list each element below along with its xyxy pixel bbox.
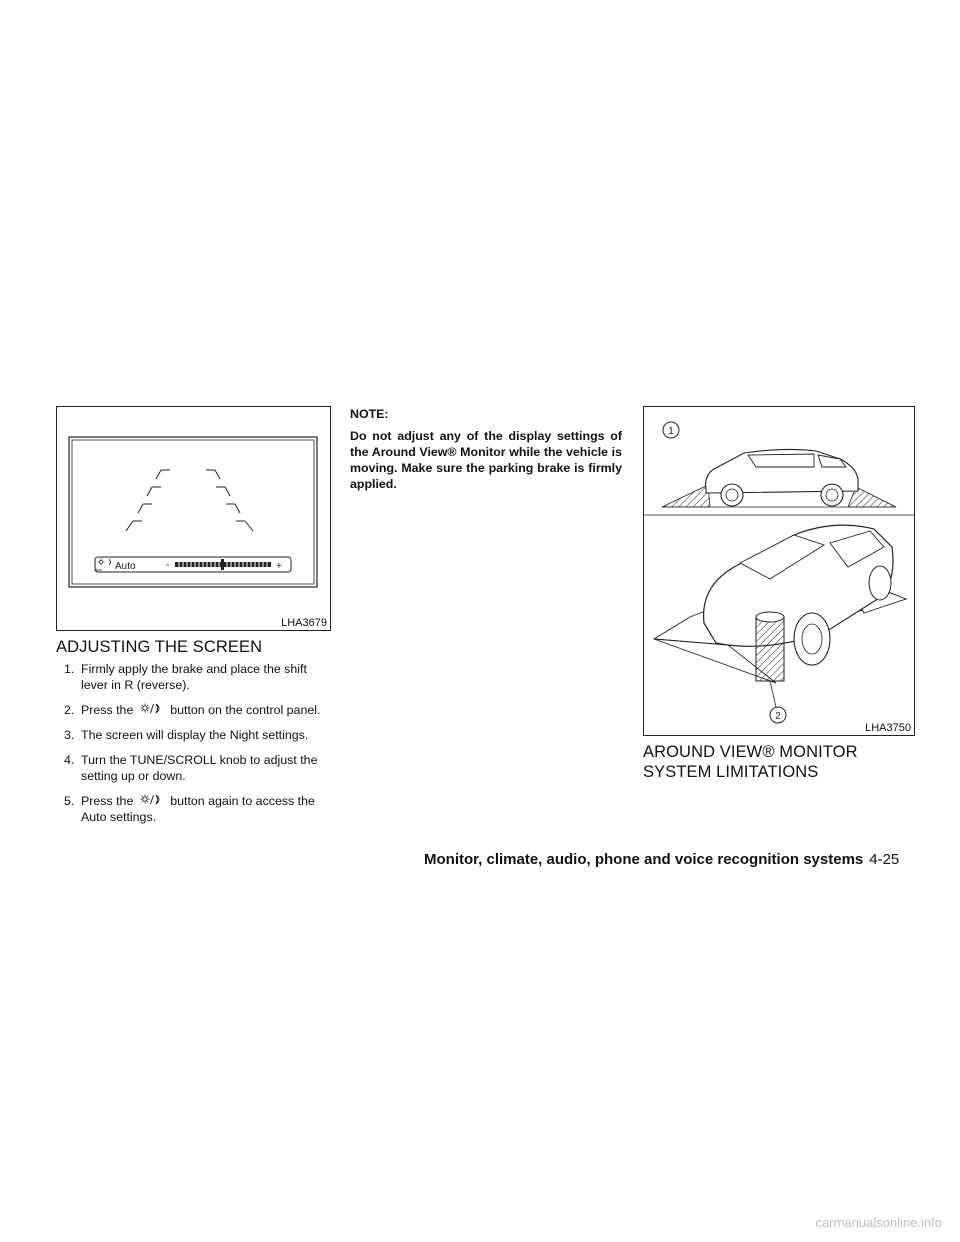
list-item: 5. Press the button again to access the Auto settings. (64, 794, 315, 824)
list-item: 1. Firmly apply the brake and place the shift lever in R (reverse). (64, 662, 307, 692)
note-title: NOTE: (350, 407, 389, 421)
plus-label: + (276, 561, 282, 572)
day-night-icon (137, 703, 167, 715)
guide-lines (126, 470, 253, 531)
figure-code: LHA3750 (865, 722, 911, 734)
side-view-car (662, 449, 896, 507)
small-auto-label: Auto (95, 568, 103, 572)
auto-mode-label: Auto (115, 561, 136, 572)
section-heading: ADJUSTING THE SCREEN (56, 638, 263, 656)
camera-coverage-figure (643, 406, 915, 736)
callout-2: 2 (775, 711, 781, 722)
step-list (56, 661, 328, 834)
page-footer (424, 850, 914, 870)
screen-illustration (57, 407, 330, 630)
list-item: 4. Turn the TUNE/SCROLL knob to adjust the setting up or down. (64, 753, 318, 783)
perspective-car (654, 525, 906, 707)
watermark: carmanualsonline.info (815, 1215, 942, 1230)
note-body: Do not adjust any of the display settings of the Around View® Monitor while the vehicle is moving. Make sure the parking brake is firmly applied. (350, 429, 622, 491)
footer-title: Monitor, climate, audio, phone and voice recognition systems (424, 851, 864, 868)
list-item: 2. Press the button on the control panel. (64, 703, 321, 717)
figure-code: LHA3679 (281, 617, 327, 629)
screen-figure (56, 406, 331, 631)
vehicle-illustration (644, 407, 914, 735)
day-night-icon (137, 794, 167, 806)
minus-label: - (166, 560, 170, 571)
page-number: 4-25 (869, 851, 900, 868)
list-item: 3. The screen will display the Night settings. (64, 728, 309, 742)
slider-marker (221, 559, 224, 570)
callout-1: 1 (668, 426, 674, 437)
section-heading: AROUND VIEW® MONITOR SYSTEM LIMITATIONS (643, 743, 858, 781)
